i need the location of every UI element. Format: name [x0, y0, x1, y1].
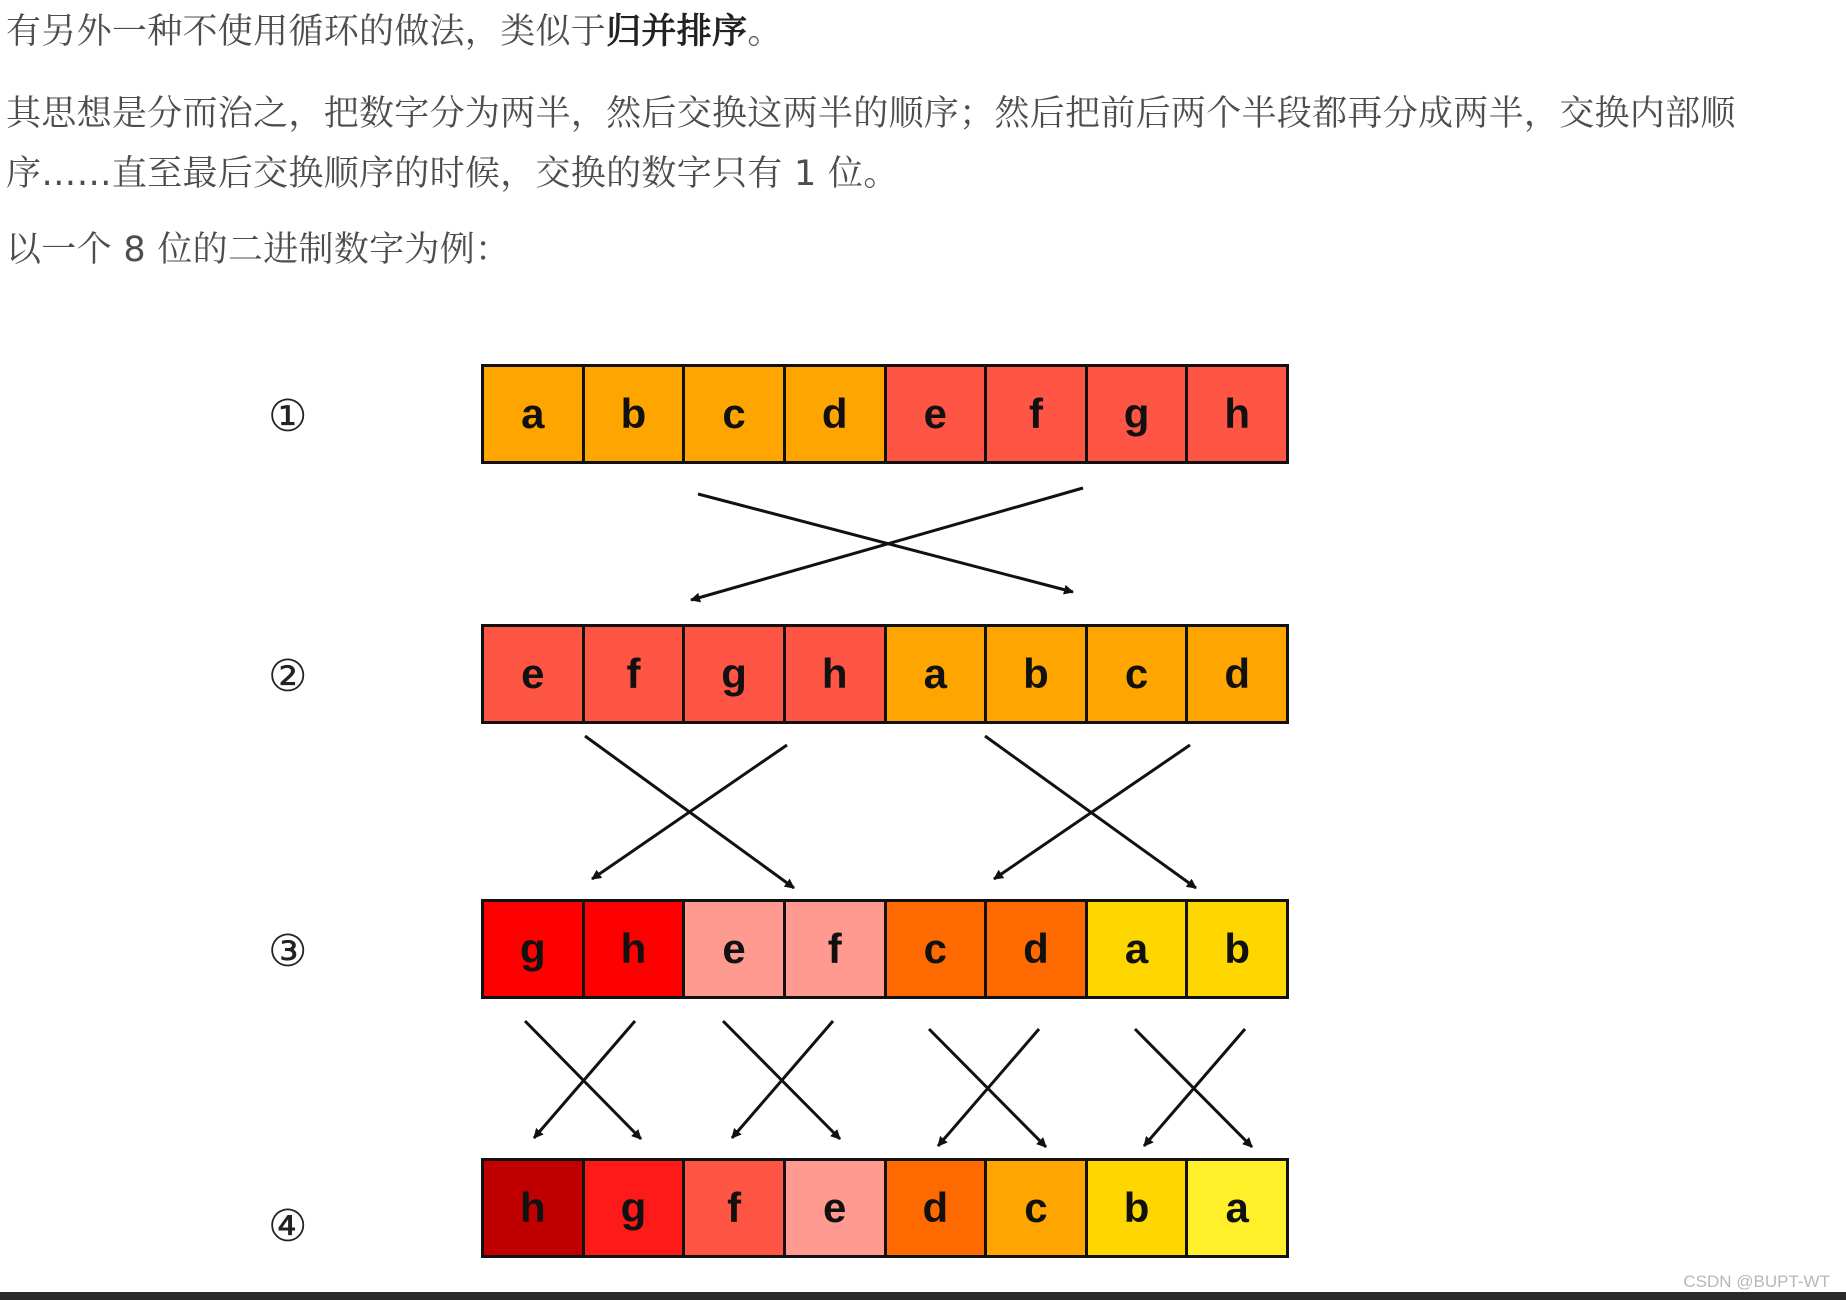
bit-cell: g [484, 902, 585, 996]
bit-cell: c [987, 1161, 1088, 1255]
idea-paragraph: 其思想是分而治之，把数字分为两半，然后交换这两半的顺序；然后把前后两个半段都再分成两半，交换内部顺序……直至最后交换顺序的时候，交换的数字只有 1 位。 [6, 94, 1736, 195]
swap-arrow [1144, 1029, 1245, 1146]
bit-cell: d [1188, 627, 1286, 721]
bit-cell: e [685, 902, 786, 996]
swap-arrow [691, 488, 1083, 600]
step-label-3: ③ [268, 926, 308, 977]
swap-arrow [592, 745, 787, 879]
watermark: CSDN @BUPT-WT [1683, 1272, 1830, 1291]
bit-cell: a [1188, 1161, 1286, 1255]
bit-cell: c [685, 367, 786, 461]
bottom-bar [0, 1292, 1846, 1300]
bit-cell: a [1088, 902, 1189, 996]
bit-cell: h [484, 1161, 585, 1255]
bit-cell: b [585, 367, 686, 461]
bit-cell: d [887, 1161, 988, 1255]
bit-cell: d [987, 902, 1088, 996]
bit-cell: f [987, 367, 1088, 461]
bit-cell: f [786, 902, 887, 996]
bit-cell: a [484, 367, 585, 461]
example-paragraph: 以一个 8 位的二进制数字为例： [6, 230, 511, 270]
bit-cell: c [1088, 627, 1189, 721]
swap-arrow [732, 1021, 833, 1138]
bit-cell: g [685, 627, 786, 721]
bit-cell: g [585, 1161, 686, 1255]
bit-cell: c [887, 902, 988, 996]
intro-period: 。 [747, 12, 783, 52]
bit-cell: b [987, 627, 1088, 721]
bit-cell: b [1188, 902, 1286, 996]
bit-cell: a [887, 627, 988, 721]
intro-text: 有另外一种不使用循环的做法，类似于 [6, 12, 607, 52]
bit-cell: h [585, 902, 686, 996]
merge-sort-keyword: 归并排序 [606, 12, 748, 52]
bit-cell: e [786, 1161, 887, 1255]
swap-arrow [938, 1029, 1039, 1146]
bit-cell: h [786, 627, 887, 721]
bit-cell: f [685, 1161, 786, 1255]
bit-cell: e [484, 627, 585, 721]
bit-cell: d [786, 367, 887, 461]
bit-cell: e [887, 367, 988, 461]
bit-cell: h [1188, 367, 1286, 461]
step-label-1: ① [268, 391, 308, 442]
step-label-2: ② [268, 651, 308, 702]
bit-cell: b [1088, 1161, 1189, 1255]
bit-cell: g [1088, 367, 1189, 461]
swap-arrow [534, 1021, 635, 1138]
bit-cell: f [585, 627, 686, 721]
step-label-4: ④ [268, 1201, 308, 1252]
